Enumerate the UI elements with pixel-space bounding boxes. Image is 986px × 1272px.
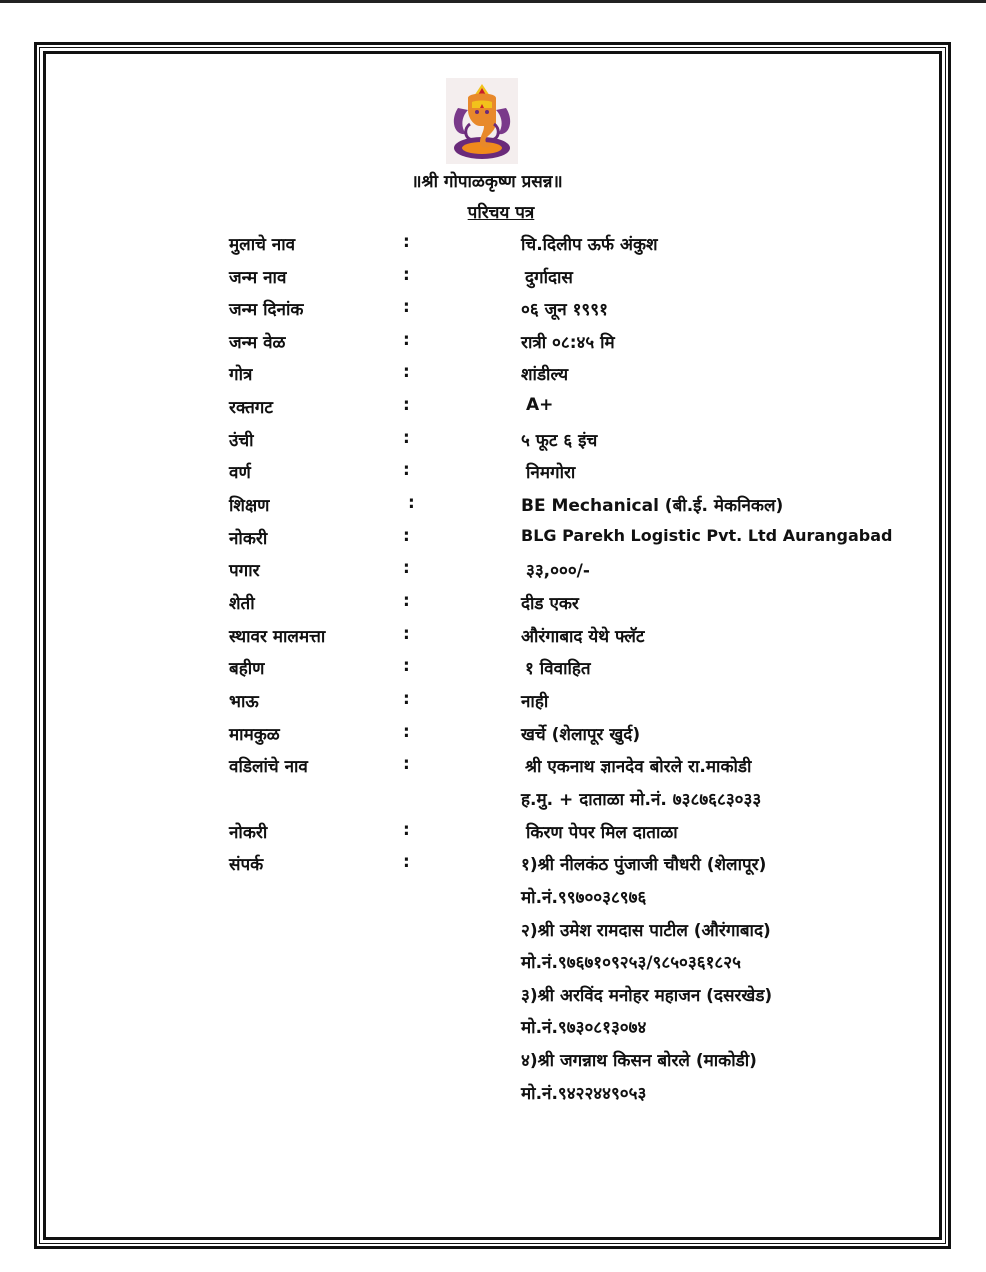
field-row-maternal-family	[0, 722, 986, 750]
contact-line: मो.नं.९९७००३८९७६	[521, 888, 647, 908]
field-value: निमगोरा	[526, 463, 576, 483]
field-value: श्री एकनाथ ज्ञानदेव बोरले रा.माकोडी	[525, 757, 752, 777]
field-label: शेती	[229, 594, 255, 614]
field-label: जन्म दिनांक	[229, 300, 304, 320]
field-colon: :	[403, 591, 410, 611]
field-colon: :	[403, 428, 410, 448]
field-value: चि.दिलीप ऊर्फ अंकुश	[521, 235, 658, 255]
field-value: किरण पेपर मिल दाताळा	[526, 823, 678, 843]
field-colon: :	[403, 330, 410, 350]
field-colon: :	[403, 395, 410, 415]
field-value: शांडील्य	[521, 365, 569, 385]
field-label: शिक्षण	[229, 496, 270, 516]
field-label: नोकरी	[229, 529, 268, 549]
field-value: औरंगाबाद येथे फ्लॅट	[521, 627, 645, 647]
field-row-education	[0, 493, 986, 521]
field-label: नोकरी	[229, 823, 268, 843]
contact-line: मो.नं.९७३०८१३०७४	[521, 1018, 647, 1038]
field-value: BE Mechanical (बी.ई. मेकनिकल)	[521, 496, 784, 516]
page-title	[8, 200, 986, 223]
contact-line: मो.नं.९७६७१०९२५३/९८५०३६१८२५	[521, 953, 741, 973]
top-rule	[0, 0, 986, 3]
page-title-text: परिचय पत्र	[467, 203, 535, 223]
field-value: A+	[526, 395, 554, 415]
field-row-birth-name	[0, 265, 986, 293]
field-row-sister	[0, 656, 986, 684]
field-colon: :	[403, 852, 410, 872]
field-colon: :	[403, 297, 410, 317]
field-label: पगार	[229, 561, 260, 581]
contact-line: १)श्री नीलकंठ पुंजाजी चौधरी (शेलापूर)	[521, 855, 767, 875]
field-value: ०६ जून १९९१	[521, 300, 608, 320]
field-label: संपर्क	[229, 855, 264, 875]
field-label: वडिलांचे नाव	[229, 757, 308, 777]
field-value: BLG Parekh Logistic Pvt. Ltd Aurangabad	[521, 526, 893, 545]
field-label: मामकुळ	[229, 725, 280, 745]
invocation-heading: ॥श्री गोपाळकृष्ण प्रसन्न॥	[411, 172, 563, 192]
field-colon: :	[403, 460, 410, 480]
field-label: गोत्र	[229, 365, 253, 385]
field-colon: :	[408, 493, 415, 513]
field-row-gotra	[0, 362, 986, 390]
field-colon: :	[403, 820, 410, 840]
field-colon: :	[403, 656, 410, 676]
field-value: ३३,०००/-	[526, 561, 590, 581]
field-label: जन्म वेळ	[229, 333, 286, 353]
field-row-complexion	[0, 460, 986, 488]
field-row-brother	[0, 689, 986, 717]
field-label: जन्म नाव	[229, 268, 287, 288]
field-colon: :	[403, 265, 410, 285]
field-row-salary	[0, 558, 986, 586]
field-value: १ विवाहित	[525, 659, 591, 679]
field-value: खर्चे (शेलापूर खुर्द)	[521, 725, 641, 745]
contact-line: ४)श्री जगन्नाथ किसन बोरले (माकोडी)	[521, 1051, 757, 1071]
field-value: ५ फूट ६ इंच	[521, 431, 598, 451]
contact-line: २)श्री उमेश रामदास पाटील (औरंगाबाद)	[521, 921, 771, 941]
field-colon: :	[403, 722, 410, 742]
field-value: नाही	[521, 692, 549, 712]
field-row-boy-name	[0, 232, 986, 260]
field-label: वर्ण	[229, 463, 251, 483]
ganesha-logo-icon	[446, 78, 518, 164]
field-label: बहीण	[229, 659, 265, 679]
field-row-height	[0, 428, 986, 456]
field-colon: :	[403, 558, 410, 578]
field-label: भाऊ	[229, 692, 259, 712]
field-label: रक्तगट	[229, 398, 273, 418]
contact-line: ३)श्री अरविंद मनोहर महाजन (दसरखेड)	[521, 986, 773, 1006]
father-address-line: ह.मु. + दाताळा मो.नं. ७३८७६८३०३३	[521, 790, 762, 810]
field-row-farm	[0, 591, 986, 619]
field-row-contact	[0, 852, 986, 880]
field-colon: :	[403, 362, 410, 382]
field-colon: :	[403, 754, 410, 774]
field-row-father-name	[0, 754, 986, 782]
field-value: दीड एकर	[521, 594, 579, 614]
field-row-property	[0, 624, 986, 652]
field-row-blood-group	[0, 395, 986, 423]
field-value: रात्री ०८:४५ मि	[521, 333, 615, 353]
field-row-father-job	[0, 820, 986, 848]
field-row-job	[0, 526, 986, 554]
field-colon: :	[403, 624, 410, 644]
field-label: उंची	[229, 431, 254, 451]
field-label: स्थावर मालमत्ता	[229, 627, 326, 647]
field-colon: :	[403, 689, 410, 709]
contact-line: मो.नं.९४२२४४९०५३	[521, 1084, 647, 1104]
field-colon: :	[403, 232, 410, 252]
field-colon: :	[403, 526, 410, 546]
field-label: मुलाचे नाव	[229, 235, 296, 255]
field-row-birth-date	[0, 297, 986, 325]
field-row-birth-time	[0, 330, 986, 358]
field-value: दुर्गादास	[525, 268, 573, 288]
